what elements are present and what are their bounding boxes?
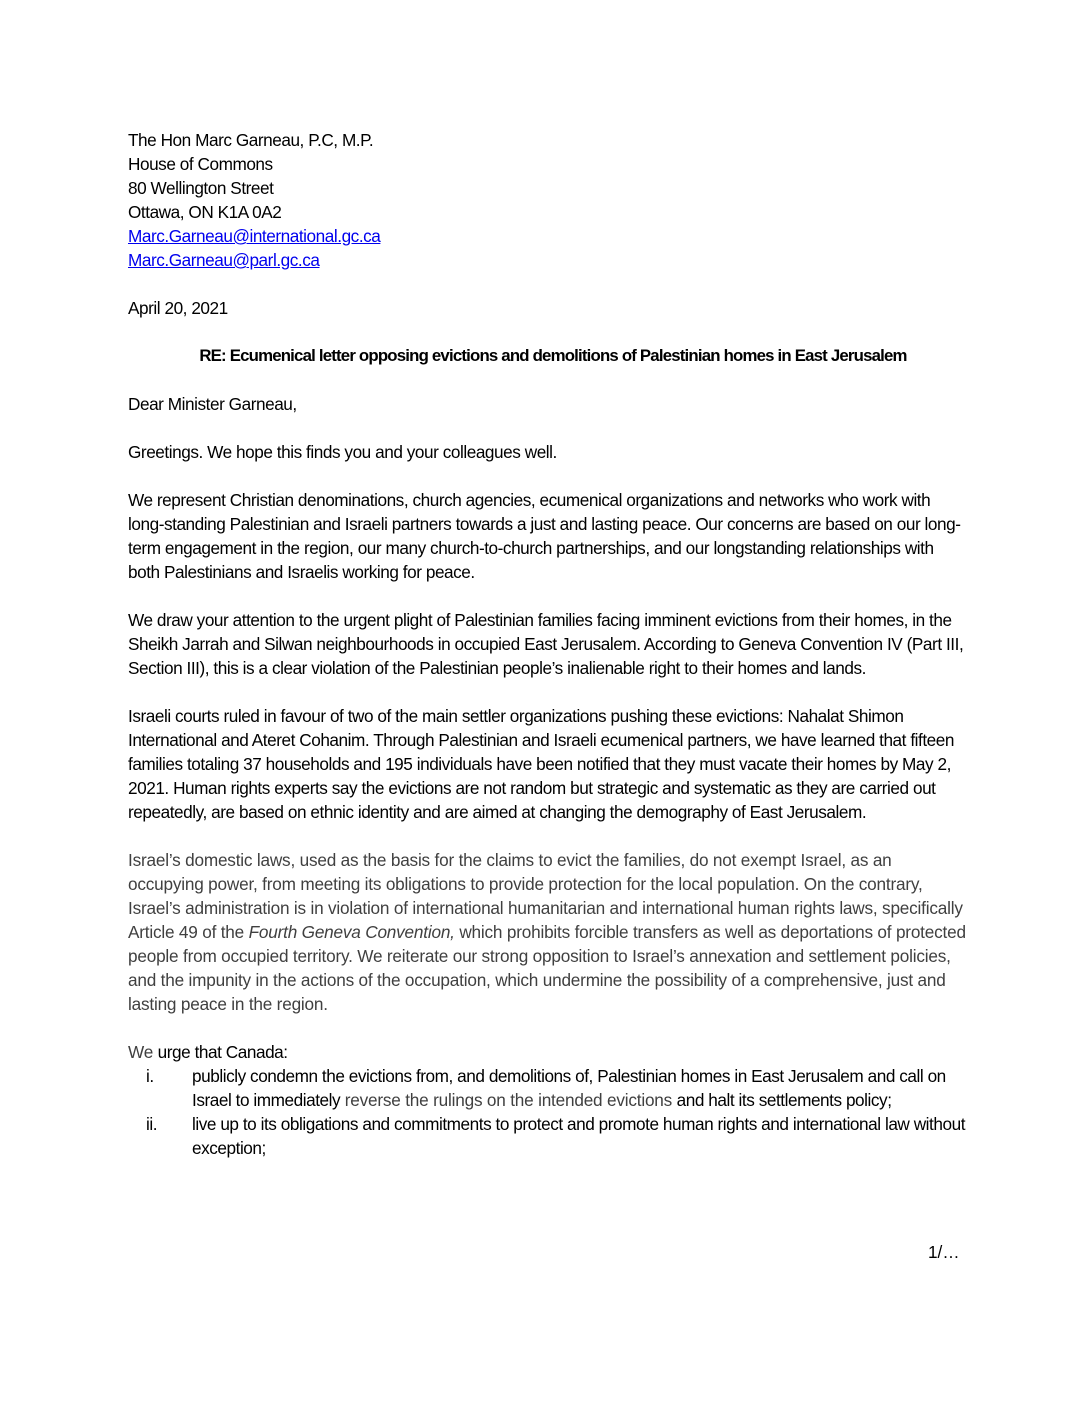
greeting: Greetings. We hope this finds you and your colleagues well. [128, 442, 557, 462]
urge-intro-bold: urge that Canada: [157, 1042, 288, 1062]
list-number: ii. [146, 1114, 158, 1134]
law-text-after: which prohibits forcible transfers as well as deportations of protected people from occupied territory. We reiterate our strong opposition to Israel’s annexation and settlement policies, and the impunity in the actions of the occupation, which undermine the possibility of a comprehensive, just and lasting peace in the region. [128, 922, 966, 1014]
list-item-text-part3: and halt its settlements policy; [676, 1090, 892, 1110]
page-number: 1/… [928, 1242, 960, 1262]
recipient-address-block [128, 128, 968, 272]
recipient-street: 80 Wellington Street [128, 178, 274, 198]
paragraph-representation: We represent Christian denominations, church agencies, ecumenical organizations and networks who work with long-standing Palestinian and Israeli partners towards a just and lasting peace. Our concerns are based on our long-term engagement in the region, our many church-to-church partnerships, and our longstanding relationships with both Palestinians and Israelis working for peace. [128, 490, 961, 582]
letter-date: April 20, 2021 [128, 298, 228, 318]
list-item-text-part2: reverse the rulings on the intended evictions [340, 1090, 677, 1110]
list-item-text-part1: publicly condemn the evictions from, and demolitions of, Palestinian homes in East Jerusalem and call on Israel to immediately [192, 1066, 946, 1110]
list-number: i. [146, 1066, 154, 1086]
law-text-before: Israel’s domestic laws, used as the basis for the claims to evict the families, do not exempt Israel, as an occupying power, from meeting its obligations to provide protection for the local population. On the contrary, Israel’s administration is in violation of international humanitarian and international human rights laws, specifically Article 49 of the [128, 850, 963, 942]
law-text-italic: Fourth Geneva Convention, [248, 922, 455, 942]
recipient-organization: House of Commons [128, 154, 273, 174]
recipient-city: Ottawa, ON K1A 0A2 [128, 202, 282, 222]
letter-page [128, 128, 968, 1160]
list-item-text-part1: live up to its obligations and commitments to protect and promote human rights and international law without exception; [192, 1114, 966, 1158]
urge-intro [128, 1040, 968, 1064]
paragraph-evictions: We draw your attention to the urgent plight of Palestinian families facing imminent evictions from their homes, in the Sheikh Jarrah and Silwan neighbourhoods in occupied East Jerusalem. According to Geneva Convention IV (Part III, Section III), this is a clear violation of the Palestinian people’s inalienable right to their homes and lands. [128, 610, 964, 678]
list-item [128, 1112, 968, 1160]
urge-list [128, 1064, 968, 1160]
email-link-parl[interactable]: Marc.Garneau@parl.gc.ca [128, 250, 320, 270]
list-item [128, 1064, 968, 1112]
paragraph-international-law [128, 848, 968, 1016]
urge-intro-plain: We [128, 1042, 158, 1062]
email-link-international[interactable]: Marc.Garneau@international.gc.ca [128, 226, 381, 246]
recipient-name: The Hon Marc Garneau, P.C, M.P. [128, 130, 374, 150]
salutation: Dear Minister Garneau, [128, 394, 297, 414]
subject-line: RE: Ecumenical letter opposing evictions and demolitions of Palestinian homes in East Jerusalem [199, 346, 907, 365]
paragraph-courts: Israeli courts ruled in favour of two of the main settler organizations pushing these evictions: Nahalat Shimon International and Ateret Cohanim. Through Palestinian and Israeli ecumenical partners, we have learned that fifteen families totaling 37 households and 195 individuals have been notified that they must vacate their homes by May 2, 2021. Human rights experts say the evictions are not random but strategic and systematic as they are carried out repeatedly, are based on ethnic identity and are aimed at changing the demography of East Jerusalem. [128, 706, 954, 822]
